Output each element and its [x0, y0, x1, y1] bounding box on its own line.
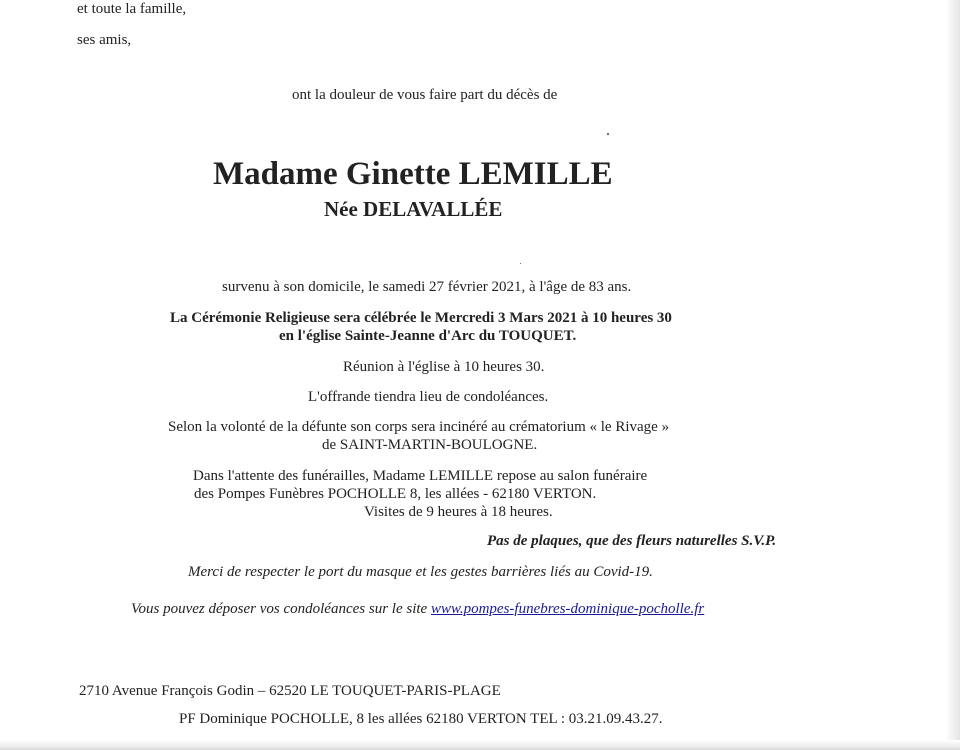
condolences-text: Vous pouvez déposer vos condoléances sur le site — [131, 601, 431, 617]
announcement-text: ont la douleur de vous faire part du décès de — [292, 87, 558, 103]
funeral-home-line-2: des Pompes Funèbres POCHOLLE 8, les allées - 62180 VERTON. — [194, 486, 597, 502]
scan-speck — [520, 263, 521, 264]
friends-line: ses amis, — [77, 32, 132, 48]
scan-edge-bottom — [0, 740, 960, 750]
ceremony-line-1: La Cérémonie Religieuse sera célébrée le Mercredi 3 Mars 2021 à 10 heures 30 — [170, 310, 672, 326]
condolences-website-link[interactable]: www.pompes-funebres-dominique-pocholle.fr — [430, 601, 705, 617]
meeting-info: Réunion à l'église à 10 heures 30. — [343, 359, 545, 375]
offering-info: L'offrande tiendra lieu de condoléances. — [308, 389, 549, 405]
visiting-hours: Visites de 9 heures à 18 heures. — [364, 504, 553, 520]
family-line: et toute la famille, — [77, 1, 187, 17]
condolences-line — [131, 600, 704, 618]
scan-edge-right — [946, 0, 960, 750]
cremation-line-2: de SAINT-MARTIN-BOULOGNE. — [322, 437, 538, 453]
footer-company: PF Dominique POCHOLLE, 8 les allées 62180 VERTON TEL : 03.21.09.43.27. — [179, 711, 663, 727]
footer-address: 2710 Avenue François Godin – 62520 LE TOUQUET-PARIS-PLAGE — [79, 683, 501, 699]
death-info: survenu à son domicile, le samedi 27 février 2021, à l'âge de 83 ans. — [222, 279, 632, 295]
maiden-name: Née DELAVALLÉE — [324, 197, 503, 221]
deceased-name: Madame Ginette LEMILLE — [213, 156, 613, 192]
funeral-home-line-1: Dans l'attente des funérailles, Madame LEMILLE repose au salon funéraire — [193, 468, 648, 484]
cremation-line-1: Selon la volonté de la défunte son corps sera incinéré au crématorium « le Rivage » — [168, 419, 670, 435]
scan-speck — [607, 133, 609, 135]
ceremony-line-2: en l'église Sainte-Jeanne d'Arc du TOUQUET. — [279, 328, 577, 344]
covid-note: Merci de respecter le port du masque et les gestes barrières liés au Covid-19. — [188, 564, 653, 580]
flowers-note: Pas de plaques, que des fleurs naturelles S.V.P. — [487, 533, 777, 549]
